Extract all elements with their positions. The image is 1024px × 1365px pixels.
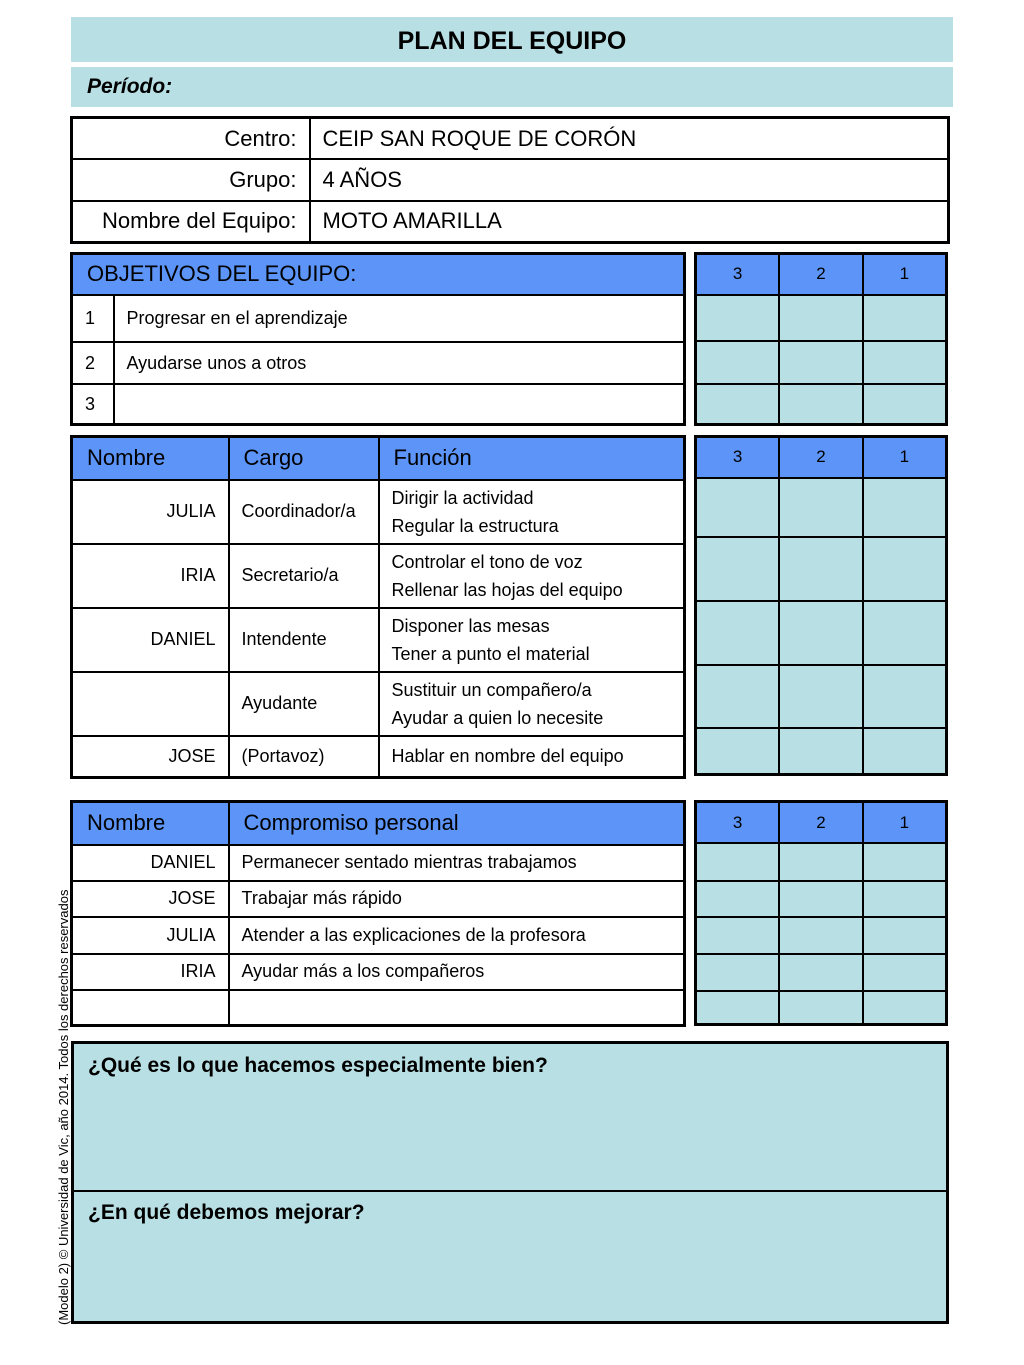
score-cell[interactable] <box>863 881 947 917</box>
score-cell[interactable] <box>779 478 863 538</box>
score-cell[interactable] <box>696 728 780 774</box>
commitment-text: Ayudar más a los compañeros <box>229 954 685 990</box>
centro-value: CEIP SAN ROQUE DE CORÓN <box>310 118 949 160</box>
score-cell[interactable] <box>779 665 863 729</box>
commitment-text <box>229 990 685 1026</box>
score-cell[interactable] <box>779 295 863 341</box>
score-cell[interactable] <box>696 843 780 881</box>
score-cell[interactable] <box>696 384 780 425</box>
score-cell[interactable] <box>696 991 780 1024</box>
score-cell[interactable] <box>696 537 780 601</box>
score-cell[interactable] <box>779 843 863 881</box>
role-name: JOSE <box>72 736 229 778</box>
score-cell[interactable] <box>696 295 780 341</box>
commitment-name: IRIA <box>72 954 229 990</box>
grupo-value: 4 AÑOS <box>310 159 949 200</box>
score-cell[interactable] <box>696 601 780 665</box>
role-name: DANIEL <box>72 608 229 672</box>
commitments-header-compromiso: Compromiso personal <box>229 802 685 845</box>
function-line: Tener a punto el material <box>391 643 590 664</box>
period-label: Período: <box>71 67 953 107</box>
objective-text: Progresar en el aprendizaje <box>114 295 685 342</box>
role-title: Secretario/a <box>229 544 379 608</box>
roles-score-grid <box>694 435 948 776</box>
roles-header-funcion: Función <box>379 437 685 480</box>
objectives-score-grid <box>694 252 948 426</box>
score-header: 1 <box>863 437 947 478</box>
score-cell[interactable] <box>696 341 780 384</box>
score-cell[interactable] <box>863 665 947 729</box>
score-cell[interactable] <box>863 341 947 384</box>
score-cell[interactable] <box>696 917 780 953</box>
commitments-score-grid <box>694 800 948 1026</box>
score-header: 3 <box>696 437 780 478</box>
objectives-header: OBJETIVOS DEL EQUIPO: <box>72 254 685 295</box>
role-name: IRIA <box>72 544 229 608</box>
objectives-table <box>70 252 686 426</box>
role-function: Hablar en nombre del equipo <box>379 736 685 778</box>
commitments-header-nombre: Nombre <box>72 802 229 845</box>
objective-number: 3 <box>72 384 114 424</box>
role-function <box>379 480 685 544</box>
score-cell[interactable] <box>863 295 947 341</box>
objective-text: Ayudarse unos a otros <box>114 342 685 384</box>
objective-number: 1 <box>72 295 114 342</box>
objective-text <box>114 384 685 424</box>
score-cell[interactable] <box>863 917 947 953</box>
commitments-table <box>70 800 686 1027</box>
role-function <box>379 544 685 608</box>
score-cell[interactable] <box>779 341 863 384</box>
commitment-name <box>72 990 229 1026</box>
equipo-label: Nombre del Equipo: <box>72 201 310 243</box>
commitment-name: JULIA <box>72 917 229 954</box>
score-cell[interactable] <box>779 917 863 953</box>
grupo-label: Grupo: <box>72 159 310 200</box>
score-header: 3 <box>696 802 780 844</box>
score-cell[interactable] <box>779 954 863 992</box>
roles-header-cargo: Cargo <box>229 437 379 480</box>
question-improve: ¿En qué debemos mejorar? <box>88 1201 365 1224</box>
copyright-note: (Modelo 2) © Universidad de Vic, año 2014. Todos los derechos reservados <box>56 889 71 1325</box>
score-cell[interactable] <box>779 384 863 425</box>
role-function <box>379 672 685 736</box>
score-cell[interactable] <box>779 537 863 601</box>
role-name: JULIA <box>72 480 229 544</box>
equipo-value: MOTO AMARILLA <box>310 201 949 243</box>
score-cell[interactable] <box>863 728 947 774</box>
score-cell[interactable] <box>696 881 780 917</box>
role-title: Ayudante <box>229 672 379 736</box>
score-cell[interactable] <box>863 954 947 992</box>
role-name <box>72 672 229 736</box>
score-cell[interactable] <box>779 601 863 665</box>
objective-number: 2 <box>72 342 114 384</box>
commitment-text: Permanecer sentado mientras trabajamos <box>229 845 685 881</box>
function-line: Sustituir un compañero/a <box>391 679 592 700</box>
score-cell[interactable] <box>779 728 863 774</box>
score-cell[interactable] <box>779 881 863 917</box>
role-function <box>379 608 685 672</box>
score-cell[interactable] <box>863 601 947 665</box>
question-done-well: ¿Qué es lo que hacemos especialmente bien? <box>88 1054 548 1077</box>
score-cell[interactable] <box>863 384 947 425</box>
role-title: Coordinador/a <box>229 480 379 544</box>
score-cell[interactable] <box>863 991 947 1024</box>
commitment-text: Trabajar más rápido <box>229 881 685 917</box>
score-header: 1 <box>863 802 947 844</box>
centro-label: Centro: <box>72 118 310 160</box>
role-title: Intendente <box>229 608 379 672</box>
roles-table <box>70 435 686 779</box>
function-line: Dirigir la actividad <box>391 487 534 508</box>
info-table <box>70 116 950 244</box>
score-cell[interactable] <box>696 665 780 729</box>
function-line: Ayudar a quien lo necesite <box>391 707 604 728</box>
score-header: 2 <box>779 802 863 844</box>
commitment-text: Atender a las explicaciones de la profesora <box>229 917 685 954</box>
roles-header-nombre: Nombre <box>72 437 229 480</box>
role-title: (Portavoz) <box>229 736 379 778</box>
commitment-name: DANIEL <box>72 845 229 881</box>
score-cell[interactable] <box>863 537 947 601</box>
function-line: Controlar el tono de voz <box>391 551 583 572</box>
score-header: 2 <box>779 437 863 478</box>
reflection-box <box>71 1041 949 1324</box>
page-title: PLAN DEL EQUIPO <box>71 17 953 62</box>
score-cell[interactable] <box>696 954 780 992</box>
function-line: Regular la estructura <box>391 515 559 536</box>
score-cell[interactable] <box>863 478 947 538</box>
score-cell[interactable] <box>696 478 780 538</box>
score-header: 2 <box>779 254 863 295</box>
divider <box>74 1190 946 1192</box>
score-cell[interactable] <box>863 843 947 881</box>
score-header: 3 <box>696 254 780 295</box>
score-header: 1 <box>863 254 947 295</box>
function-line: Rellenar las hojas del equipo <box>391 579 623 600</box>
function-line: Disponer las mesas <box>391 615 550 636</box>
score-cell[interactable] <box>779 991 863 1024</box>
commitment-name: JOSE <box>72 881 229 917</box>
